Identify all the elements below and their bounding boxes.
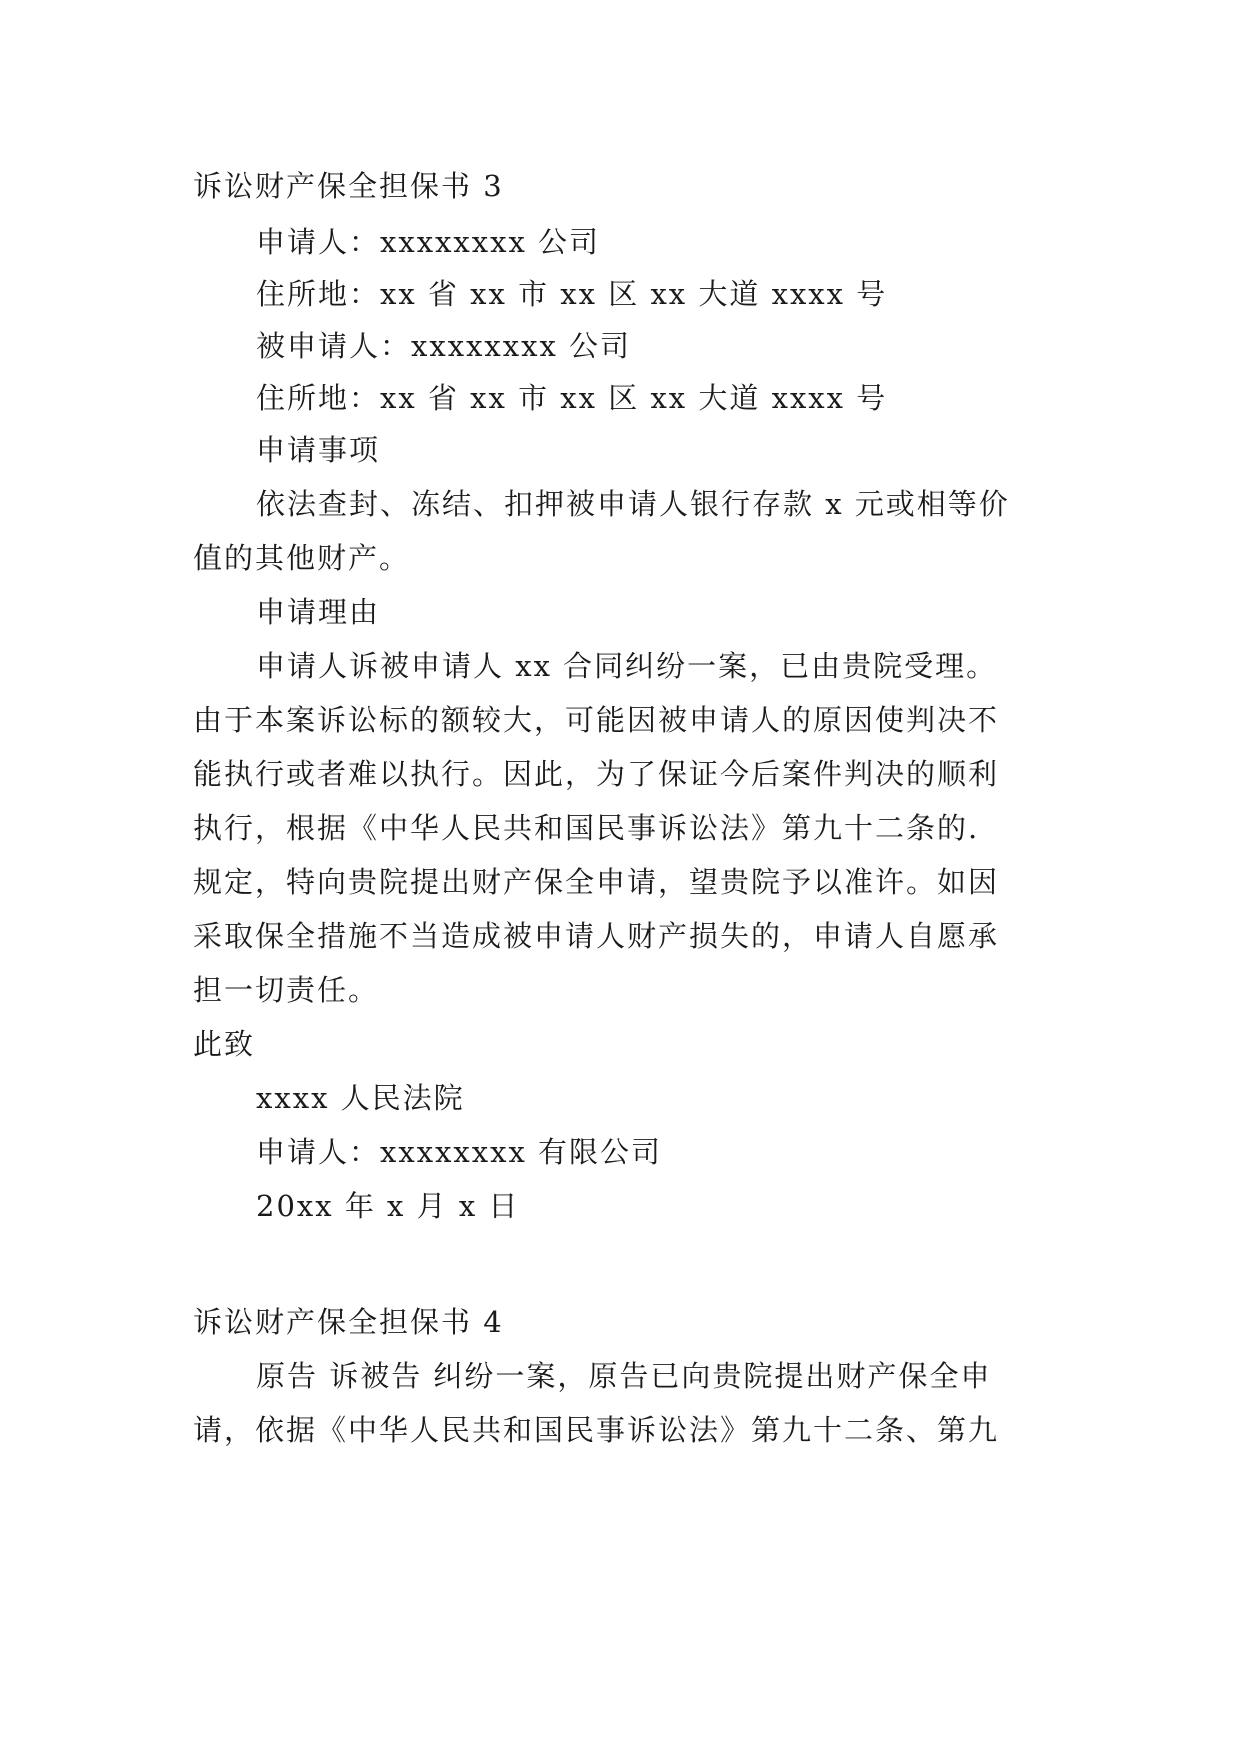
section4-body-line: 原告 诉被告 纠纷一案，原告已向贵院提出财产保全申 (256, 1359, 992, 1393)
matters-line: 值的其他财产。 (193, 541, 411, 575)
reasons-line: 规定，特向贵院提出财产保全申请，望贵院予以准许。如因 (193, 865, 1000, 899)
applicant-address-line: 住所地：xx 省 xx 市 xx 区 xx 大道 xxxx 号 (256, 277, 888, 311)
respondent-line: 被申请人：xxxxxxxx 公司 (256, 329, 632, 363)
section4-title: 诉讼财产保全担保书 4 (193, 1305, 504, 1339)
section4-body-line: 请，依据《中华人民共和国民事诉讼法》第九十二条、第九 (193, 1413, 1000, 1447)
court-line: xxxx 人民法院 (256, 1081, 465, 1115)
reasons-heading: 申请理由 (256, 595, 381, 629)
date-line: 20xx 年 x 月 x 日 (256, 1189, 520, 1223)
reasons-line: 能执行或者难以执行。因此，为了保证今后案件判决的顺利 (193, 757, 1000, 791)
section3-title: 诉讼财产保全担保书 3 (193, 169, 504, 203)
respondent-address-line: 住所地：xx 省 xx 市 xx 区 xx 大道 xxxx 号 (256, 381, 888, 415)
reasons-line: 执行，根据《中华人民共和国民事诉讼法》第九十二条的. (193, 811, 980, 845)
closing-line: 此致 (193, 1027, 256, 1061)
applicant-line: 申请人：xxxxxxxx 公司 (256, 225, 601, 259)
matters-line: 依法查封、冻结、扣押被申请人银行存款 x 元或相等价 (256, 487, 1010, 521)
matters-heading: 申请事项 (256, 433, 381, 467)
reasons-line: 担一切责任。 (193, 973, 380, 1007)
reasons-line: 申请人诉被申请人 xx 合同纠纷一案，已由贵院受理。 (256, 649, 998, 683)
reasons-line: 由于本案诉讼标的额较大，可能因被申请人的原因使判决不 (193, 703, 1000, 737)
reasons-line: 采取保全措施不当造成被申请人财产损失的，申请人自愿承 (193, 919, 1000, 953)
signature-line: 申请人：xxxxxxxx 有限公司 (256, 1135, 663, 1169)
